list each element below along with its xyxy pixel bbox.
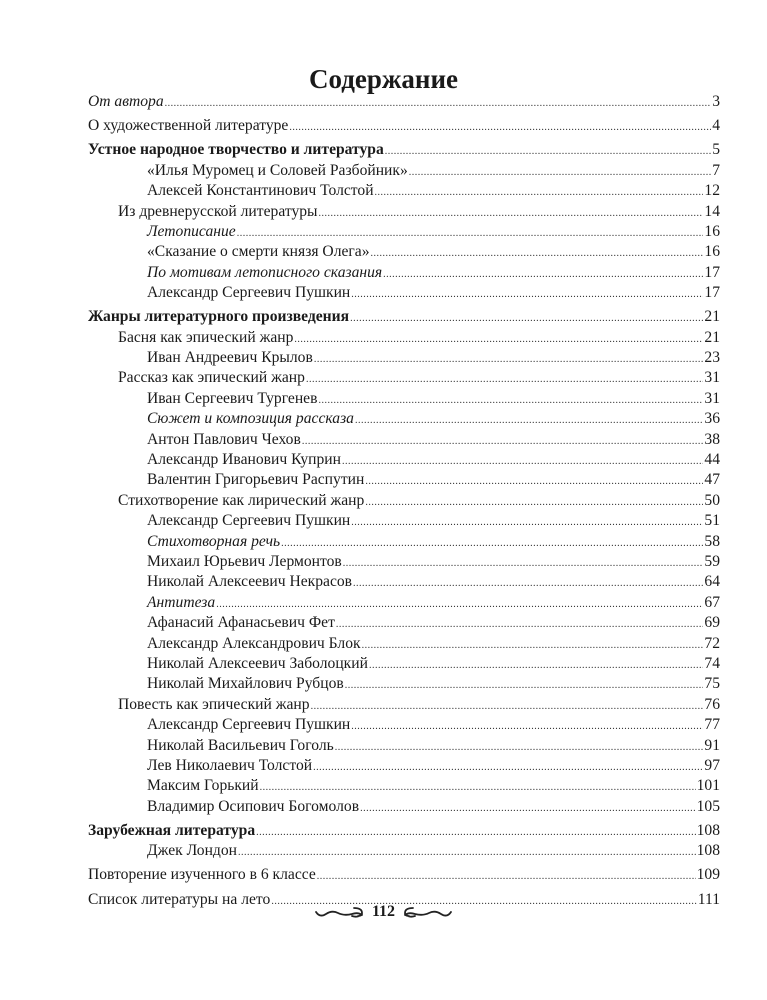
toc-entry-page: 23 [704, 349, 720, 367]
toc-entry-page: 77 [704, 716, 720, 734]
dot-leader [335, 738, 704, 758]
dot-leader [343, 554, 704, 574]
toc-entry [88, 634, 720, 654]
toc-entry-title: По мотивам летописного сказания [147, 263, 383, 281]
toc-entry [88, 715, 720, 735]
toc-entry-page: 75 [704, 675, 720, 693]
toc-entry-title: О художественной литературе [88, 117, 289, 135]
toc-entry [88, 865, 720, 885]
dot-leader [165, 94, 712, 114]
dot-leader [375, 183, 704, 203]
toc-entry-page: 31 [704, 389, 720, 407]
toc-entry-page: 50 [704, 491, 720, 509]
toc-entry [88, 348, 720, 368]
toc-entry-title: Максим Горький [147, 777, 259, 795]
toc-entry [88, 202, 720, 222]
toc-entry [88, 222, 720, 242]
toc-entry [88, 161, 720, 181]
toc-entry-title: «Сказание о смерти князя Олега» [147, 243, 370, 261]
toc-entry-page: 76 [704, 695, 720, 713]
toc-entry [88, 491, 720, 511]
dot-leader [360, 799, 696, 819]
toc-entry-title: Устное народное творчество и литература [88, 141, 384, 159]
toc-entry-page: 7 [712, 161, 720, 179]
dot-leader [345, 676, 704, 696]
toc-entry [88, 283, 720, 303]
toc-entry-title: Лев Николаевич Толстой [147, 756, 313, 774]
toc-entry-title: Николай Васильевич Гоголь [147, 736, 334, 754]
toc-entry [88, 593, 720, 613]
toc-entry-page: 14 [704, 202, 720, 220]
toc-entry [88, 92, 720, 112]
toc-entry-page: 31 [704, 369, 720, 387]
dot-leader [351, 285, 703, 305]
toc-entry-page: 5 [712, 141, 720, 159]
toc-entry [88, 511, 720, 531]
dot-leader [355, 411, 703, 431]
toc-entry-page: 17 [704, 284, 720, 302]
dot-leader [319, 204, 704, 224]
dot-leader [237, 224, 704, 244]
toc-entry-title: Стихотворение как лирический жанр [118, 491, 365, 509]
dot-leader [336, 615, 704, 635]
toc-entry-page: 4 [712, 117, 720, 135]
toc-entry-page: 51 [704, 512, 720, 530]
toc-entry-page: 91 [704, 736, 720, 754]
toc-entry-page: 21 [704, 328, 720, 346]
toc-entry-page: 105 [696, 797, 720, 815]
toc-entry-title: Александр Сергеевич Пушкин [147, 284, 351, 302]
dot-leader [409, 163, 711, 183]
toc-entry-page: 108 [696, 821, 720, 839]
toc-entry-title: Николай Алексеевич Заболоцкий [147, 654, 368, 672]
toc-entry [88, 695, 720, 715]
toc-entry [88, 552, 720, 572]
page-number: 112 [371, 903, 396, 920]
toc-entry-title: Иван Сергеевич Тургенев [147, 389, 318, 407]
page-title: Содержание [308, 64, 459, 94]
toc-entry-page: 109 [696, 866, 720, 884]
toc-entry-title: «Илья Муромец и Соловей Разбойник» [147, 161, 408, 179]
toc-entry-title: Иван Андреевич Крылов [147, 349, 313, 367]
toc-entry [88, 776, 720, 796]
toc-entry [88, 368, 720, 388]
toc-entry [88, 613, 720, 633]
toc-entry-page: 108 [696, 842, 720, 860]
toc-entry-page: 111 [697, 890, 720, 908]
toc-entry-title: Джек Лондон [147, 842, 238, 860]
toc-entry-title: Жанры литературного произведения [88, 308, 350, 326]
dot-leader [313, 758, 703, 778]
toc-entry [88, 116, 720, 136]
toc-entry-title: Летописание [147, 222, 236, 240]
dot-leader [350, 309, 703, 329]
dot-leader [351, 513, 703, 533]
toc-entry [88, 389, 720, 409]
toc-entry-page: 3 [712, 93, 720, 110]
toc-entry-title: Рассказ как эпический жанр [118, 369, 305, 387]
dot-leader [260, 778, 696, 798]
toc-entry-title: Михаил Юрьевич Лермонтов [147, 552, 342, 570]
toc-entry [88, 430, 720, 450]
toc-entry-page: 44 [704, 451, 720, 469]
toc-entry-page: 21 [704, 308, 720, 326]
toc-entry-page: 47 [704, 471, 720, 489]
toc-entry-page: 67 [704, 593, 720, 611]
toc-entry [88, 450, 720, 470]
toc-entry [88, 307, 720, 327]
toc-entry-title: Валентин Григорьевич Распутин [147, 471, 365, 489]
dot-leader [306, 370, 703, 390]
toc-entry-page: 69 [704, 614, 720, 632]
dot-leader [238, 843, 696, 863]
dot-leader [383, 265, 703, 285]
dot-leader [369, 656, 703, 676]
toc-entry-title: Зарубежная литература [88, 821, 256, 839]
toc-entry-title: Александр Александрович Блок [147, 634, 361, 652]
toc-entry-title: Николай Михайлович Рубцов [147, 675, 344, 693]
dot-leader [351, 717, 703, 737]
toc-entry-page: 97 [704, 756, 720, 774]
toc-entry [88, 736, 720, 756]
toc-entry [88, 674, 720, 694]
toc-entry-page: 16 [704, 243, 720, 261]
toc-entry [88, 328, 720, 348]
toc-entry-page: 12 [704, 182, 720, 200]
toc-entry [88, 181, 720, 201]
toc-entry-title: Басня как эпический жанр [118, 328, 294, 346]
toc-entry [88, 654, 720, 674]
dot-leader [281, 534, 703, 554]
dot-leader [289, 118, 711, 138]
toc-entry-title: Антон Павлович Чехов [147, 430, 301, 448]
toc-entry-title: Список литературы на лето [88, 890, 271, 908]
toc-entry-page: 38 [704, 430, 720, 448]
toc-entry-page: 74 [704, 654, 720, 672]
page-footer [0, 903, 767, 921]
dot-leader [353, 574, 703, 594]
dot-leader [256, 823, 695, 843]
dot-leader [385, 142, 711, 162]
flourish-ornament-icon [314, 904, 366, 920]
toc-entry [88, 797, 720, 817]
toc-entry [88, 263, 720, 283]
table-of-contents [88, 92, 720, 910]
toc-entry-title: От автора [88, 93, 164, 110]
toc-entry-title: Александр Сергеевич Пушкин [147, 716, 351, 734]
toc-entry-page: 36 [704, 410, 720, 428]
toc-entry-title: Александр Иванович Куприн [147, 451, 341, 469]
dot-leader [342, 452, 703, 472]
toc-entry-page: 16 [704, 222, 720, 240]
dot-leader [216, 595, 703, 615]
toc-entry-title: Стихотворная речь [147, 532, 281, 550]
toc-entry-title: Антитеза [147, 593, 216, 611]
toc-entry-title: Алексей Константинович Толстой [147, 182, 374, 200]
toc-entry-title: Владимир Осипович Богомолов [147, 797, 360, 815]
toc-entry-page: 64 [704, 573, 720, 591]
toc-entry-page: 17 [704, 263, 720, 281]
toc-entry-page: 58 [704, 532, 720, 550]
dot-leader [318, 391, 703, 411]
toc-entry-title: Александр Сергеевич Пушкин [147, 512, 351, 530]
toc-entry [88, 572, 720, 592]
toc-entry-page: 59 [704, 552, 720, 570]
dot-leader [365, 493, 703, 513]
toc-entry-title: Повторение изученного в 6 классе [88, 866, 316, 884]
dot-leader [302, 432, 704, 452]
flourish-ornament-icon [401, 904, 453, 920]
toc-entry [88, 532, 720, 552]
toc-entry-title: Афанасий Афанасьевич Фет [147, 614, 335, 632]
dot-leader [314, 350, 704, 370]
toc-entry [88, 756, 720, 776]
toc-entry-title: Николай Алексеевич Некрасов [147, 573, 353, 591]
toc-entry [88, 841, 720, 861]
toc-entry-title: Повесть как эпический жанр [118, 695, 310, 713]
dot-leader [371, 244, 704, 264]
toc-entry [88, 470, 720, 490]
toc-entry-page: 72 [704, 634, 720, 652]
dot-leader [365, 472, 703, 492]
dot-leader [362, 636, 704, 656]
dot-leader [317, 867, 696, 887]
toc-entry [88, 821, 720, 841]
toc-entry-title: Из древнерусской литературы [118, 202, 318, 220]
dot-leader [311, 697, 704, 717]
toc-entry [88, 409, 720, 429]
dot-leader [294, 330, 703, 350]
toc-entry [88, 140, 720, 160]
toc-entry [88, 242, 720, 262]
toc-entry-page: 101 [696, 777, 720, 795]
toc-entry-title: Сюжет и композиция рассказа [147, 410, 354, 428]
